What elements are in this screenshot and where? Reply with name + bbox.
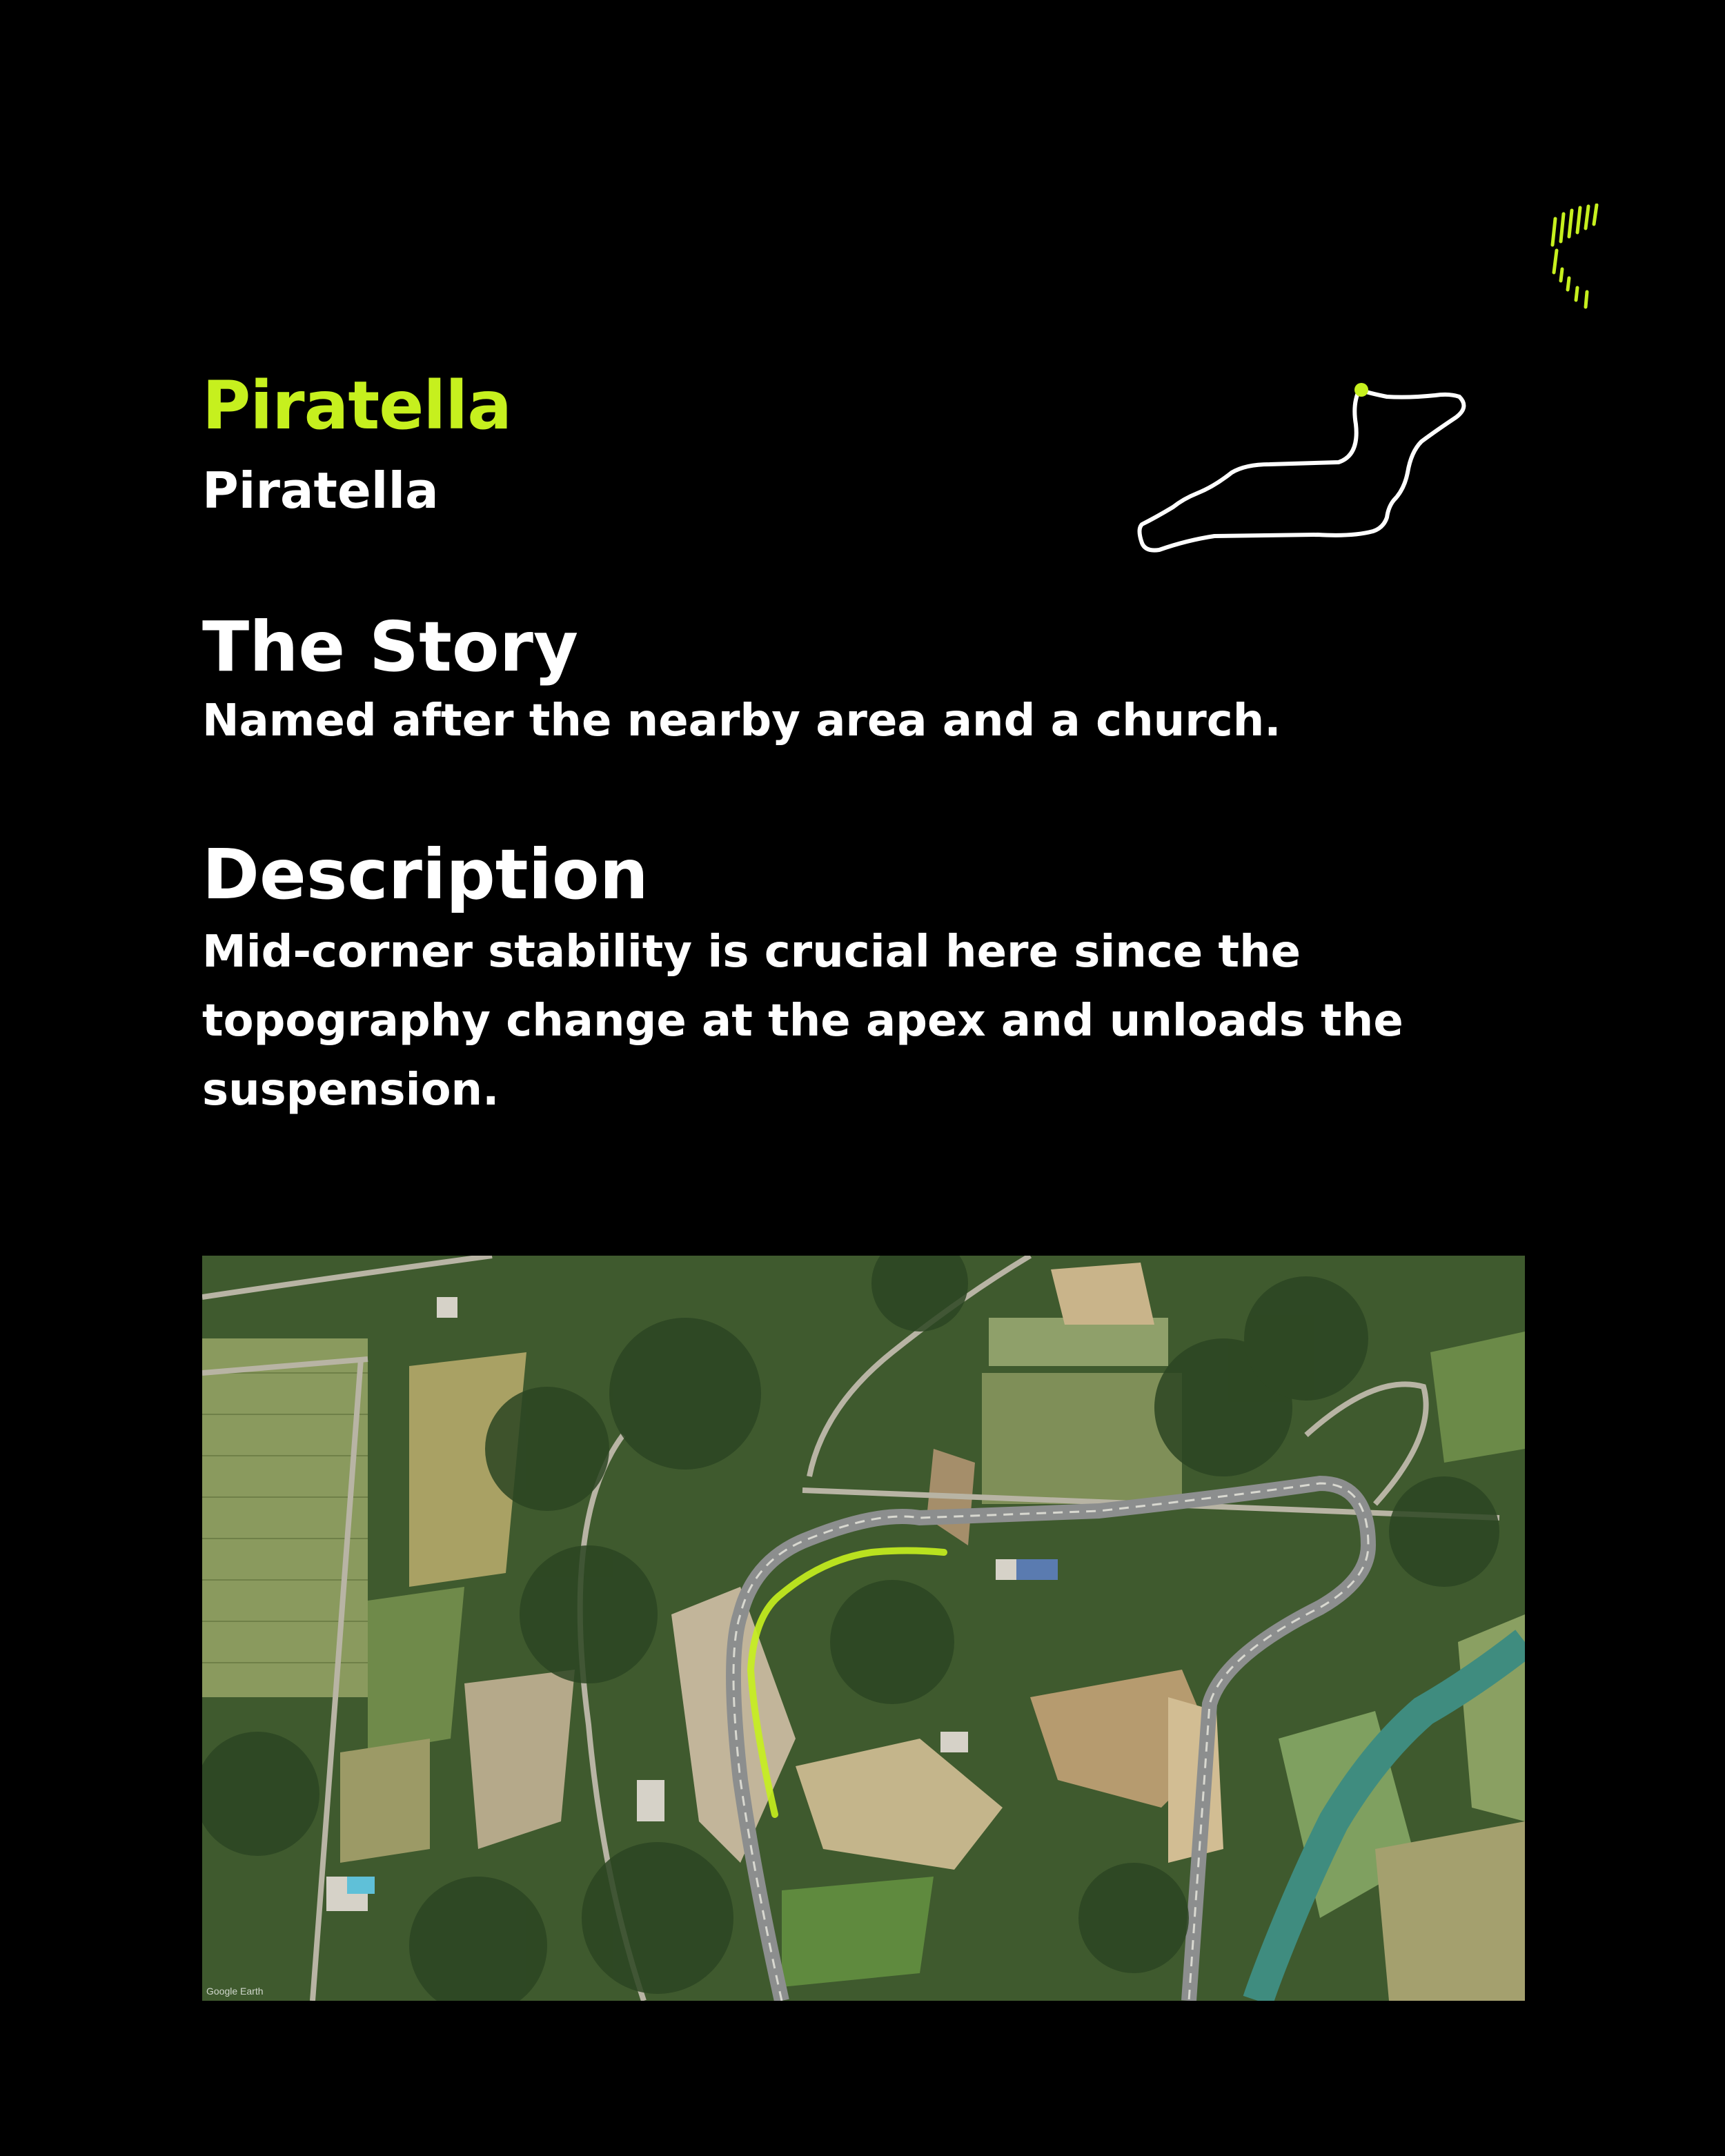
description-text: Mid-corner stability is crucial here since the topography change at the apex and unloads the suspension. [202,927,1403,1116]
story-text: Named after the nearby area and a church. [202,695,1281,746]
corner-marker [1354,383,1368,397]
story-heading: The Story [202,606,579,687]
corner-subtitle: Piratella [202,462,439,520]
map-watermark: Google Earth [206,1986,264,1997]
circuit-outline-icon [1132,376,1470,562]
description-heading: Description [202,834,649,915]
satellite-image [202,1256,1525,2001]
corner-title: Piratella [202,367,511,444]
brand-logo-icon [1546,204,1608,314]
track-outline [1140,390,1464,551]
